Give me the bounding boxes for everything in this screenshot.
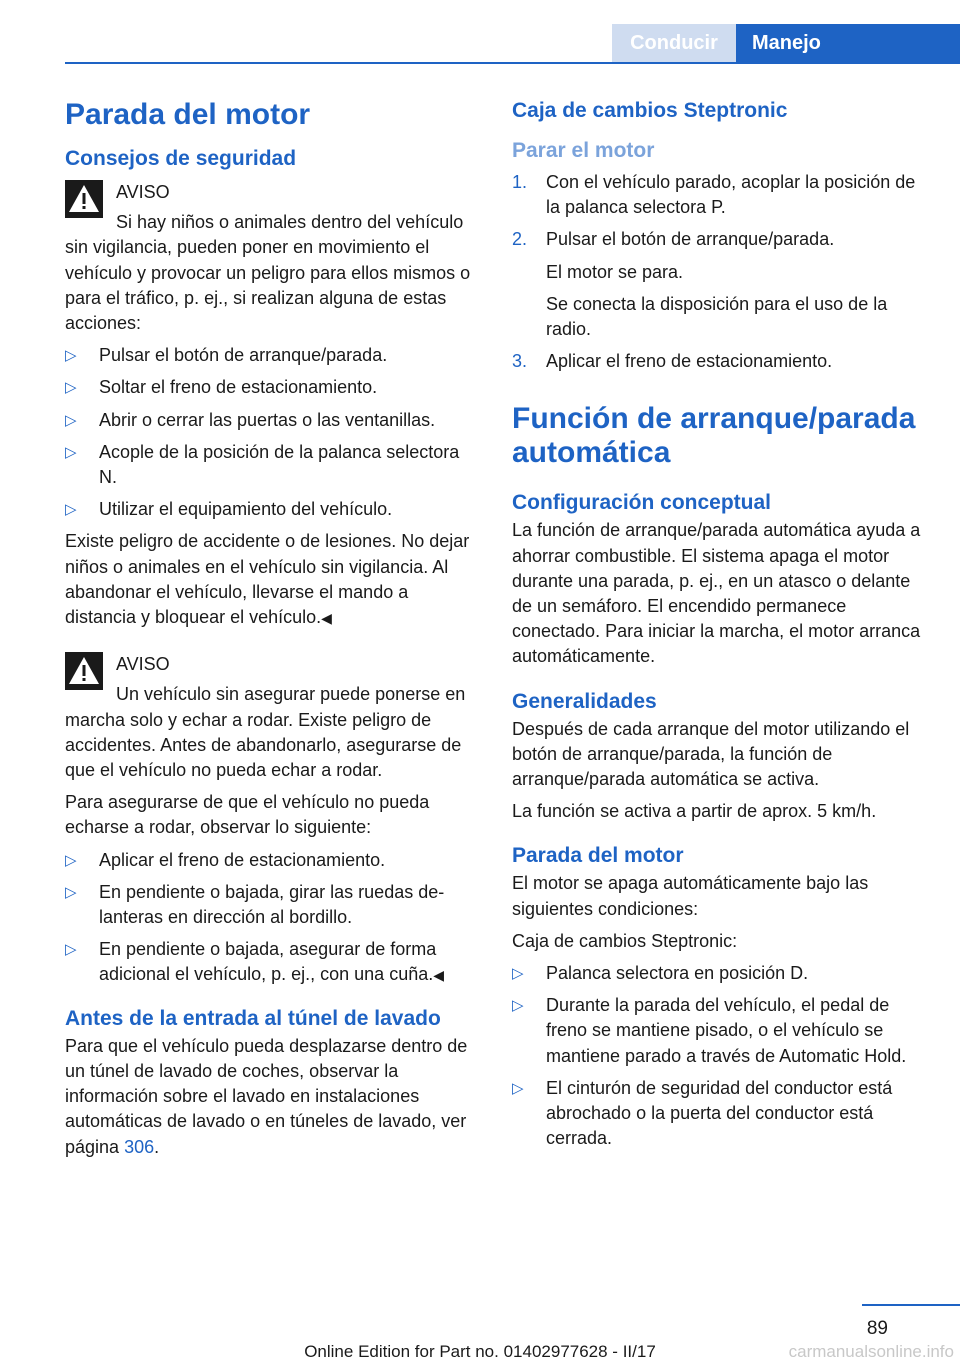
footer-rule	[862, 1304, 960, 1306]
bullet-triangle-icon: ▷	[65, 941, 77, 959]
bullet-triangle-icon: ▷	[65, 851, 77, 869]
subheading-tunel-lavado: Antes de la entrada al túnel de lavado	[65, 1006, 441, 1030]
end-mark-icon: ◀	[321, 610, 332, 627]
end-mark-icon: ◀	[433, 967, 445, 984]
list-item: ▷ En pendiente o bajada, asegurar de forma adicional el vehículo, p. ej., con una cuña.◀	[65, 939, 445, 985]
carwash-text: Para que el vehículo pueda desplazarse dentro de un túnel de lavado de coches, observar la información sobre el lavado en instalaciones automáticas de lavado o en túneles de lavado, ver página 306.	[65, 1035, 468, 1157]
list-item: ▷ El cinturón de seguridad del conductor está abrochado o la puerta del conductor está cerrada.	[512, 1077, 893, 1149]
watermark: carmanualsonline.info	[788, 1342, 954, 1361]
steptronic-label: Caja de cambios Steptronic:	[512, 930, 738, 951]
right-column	[512, 98, 932, 1158]
engine-stop-text: El motor se apaga automáticamente bajo las siguientes condiciones:	[512, 873, 869, 919]
warning-action-list	[65, 343, 480, 522]
subheading-steptronic: Caja de cambios Steptronic	[512, 99, 788, 122]
subheading-parar-motor: Parar el motor	[512, 139, 655, 162]
list-item: ▷ Pulsar el botón de arranque/parada.	[65, 343, 480, 368]
page-number: 89	[866, 1318, 888, 1339]
bullet-triangle-icon: ▷	[65, 443, 77, 461]
edition-footer: Online Edition for Part no. 01402977628 - II/17	[304, 1342, 656, 1361]
list-item: ▷ Aplicar el freno de estacionamiento.	[65, 848, 480, 873]
list-item: 3. Aplicar el freno de estacionamiento.	[512, 351, 833, 372]
general-speed-text: La función se activa a partir de aprox. 5 km/h.	[512, 801, 877, 822]
warning-block-2	[65, 652, 480, 677]
section-title-arranque-parada: Función de arranque/parada automática	[512, 402, 916, 470]
bullet-triangle-icon: ▷	[65, 501, 77, 519]
list-item: ▷ Durante la parada del vehículo, el pedal de freno se mantiene pisado, o el vehículo se mantiene parado a través de Automatic Hold.	[512, 995, 907, 1066]
bullet-triangle-icon: ▷	[512, 997, 524, 1015]
warning-intro: Si hay niños o animales dentro del vehículo sin vigilancia, pueden poner en movimiento el vehículo y provocar un peligro para ellos mismos o para el tráfico, p. ej., si realizan alguna de estas acciones:	[65, 212, 471, 334]
subheading-generalidades: Generalidades	[512, 689, 657, 713]
stop-steps-list	[512, 170, 932, 374]
section-title-parada-motor: Parada del motor	[65, 98, 311, 131]
list-item: ▷ Acople de la posición de la palanca selectora N.	[65, 441, 460, 488]
warning-triangle-icon	[65, 652, 103, 690]
subheading-configuracion: Configuración conceptual	[512, 491, 772, 515]
warning-label: AVISO	[116, 654, 170, 675]
tab-conducir[interactable]: Conducir	[612, 24, 736, 62]
left-column	[65, 98, 480, 1167]
subheading-parada-motor: Parada del motor	[512, 844, 684, 868]
bullet-triangle-icon: ▷	[65, 347, 77, 365]
warning-outro: Existe peligro de accidente o de lesiones. No dejar niños o animales en el vehículo sin vigilancia. Al abandonar el vehículo, llevarse el mando a distancia y bloquear el vehículo.◀	[65, 531, 470, 628]
bullet-triangle-icon: ▷	[65, 411, 77, 429]
list-item: ▷ Palanca selectora en posición D.	[512, 961, 932, 986]
warning-precaution-list	[65, 848, 480, 989]
list-item: ▷ Soltar el freno de estacionamiento.	[65, 375, 480, 400]
list-item: ▷ Utilizar el equipamiento del vehículo.	[65, 497, 480, 522]
page-reference-link[interactable]: 306	[124, 1136, 155, 1157]
bullet-triangle-icon: ▷	[512, 965, 524, 983]
list-item: 1. Con el vehículo parado, acoplar la posición de la palanca selectora P.	[512, 172, 916, 218]
warning-lead: Para asegurarse de que el vehículo no pueda echarse a rodar, observar lo siguiente:	[65, 792, 430, 838]
general-text: Después de cada arranque del motor utilizando el botón de arranque/parada, la función de arranque/parada automática se activa.	[512, 718, 910, 790]
bullet-triangle-icon: ▷	[65, 883, 77, 901]
list-item: 2. Pulsar el botón de arranque/parada. El motor se para. Se conecta la disposición para el uso de la radio.	[512, 229, 888, 340]
bullet-triangle-icon: ▷	[65, 379, 77, 397]
conditions-list	[512, 961, 932, 1151]
tab-manejo[interactable]: Manejo	[736, 24, 960, 62]
header-rule	[65, 62, 960, 64]
list-item: ▷ Abrir o cerrar las puertas o las ventanillas.	[65, 408, 480, 433]
subheading-consejos-seguridad: Consejos de seguridad	[65, 147, 297, 170]
warning-label: AVISO	[116, 182, 170, 202]
list-item: ▷ En pendiente o bajada, girar las ruedas delanteras en dirección al bordillo.	[65, 881, 445, 928]
warning-intro: Un vehículo sin asegurar puede ponerse en marcha solo y echar a rodar. Existe peligro de accidentes. Antes de abandonarlo, asegurarse de que el vehículo no pueda echar a rodar.	[65, 684, 466, 781]
bullet-triangle-icon: ▷	[512, 1079, 524, 1097]
concept-text: La función de arranque/parada automática ayuda a ahorrar combustible. El sistema apaga el motor durante una parada, p. ej., en un atasco o delante de un semáforo. El encendido permanece conectado. Para iniciar la marcha, el motor arranca automáticamente.	[512, 520, 921, 667]
warning-triangle-icon	[65, 180, 103, 218]
warning-block-1	[65, 180, 480, 205]
